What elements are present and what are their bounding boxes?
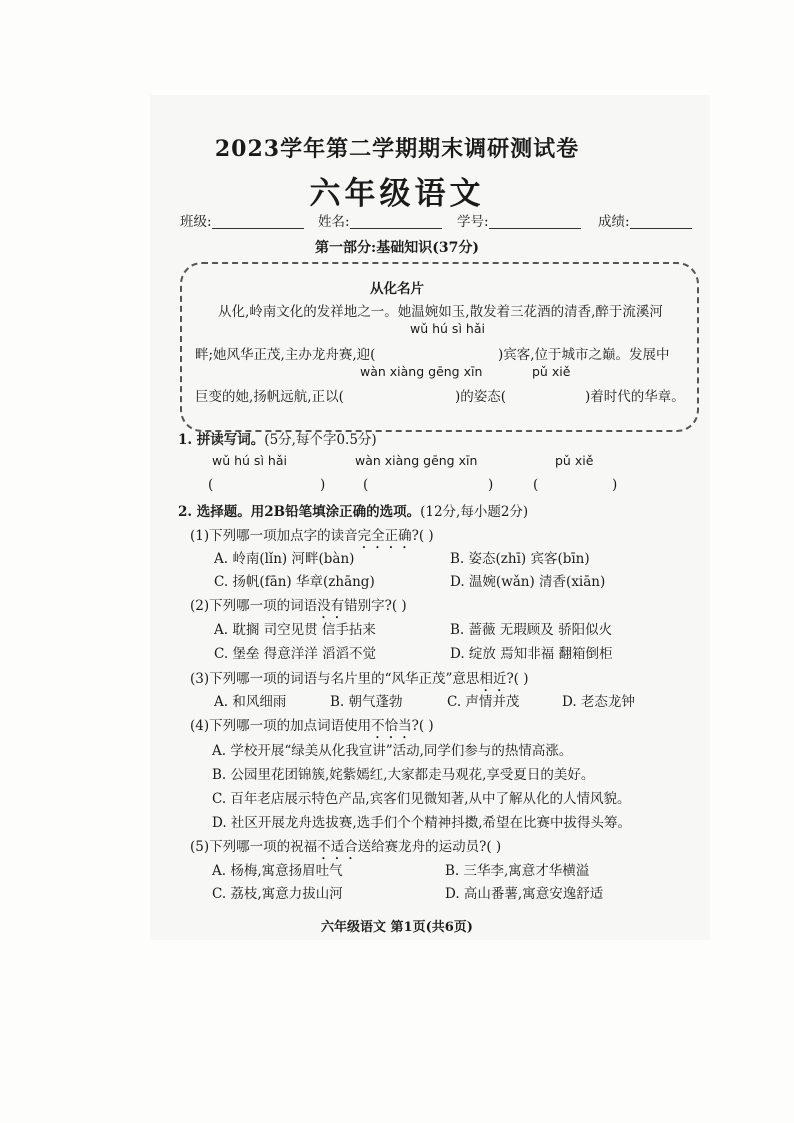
- card-line-3a: 巨变的她,扬帆远航,正以(: [195, 389, 344, 405]
- q2-3-option-d[interactable]: D. 老态龙钟: [562, 694, 635, 710]
- q2-5-option-b[interactable]: B. 三华李,寓意才华横溢: [445, 863, 590, 879]
- score-label: 成绩:: [598, 214, 630, 230]
- q2-3-stem-c: ?( ): [506, 671, 529, 687]
- q1-pinyin-3: pǔ xiě: [555, 453, 594, 468]
- q2-1-option-c[interactable]: C. 扬帆(fān) 华章(zhāng): [214, 574, 375, 590]
- q2-2-option-a[interactable]: A. 耽搁 司空见贯 信手拈来: [214, 622, 376, 638]
- q2-5-stem-c: 送给赛龙舟的运动员?( ): [357, 839, 502, 855]
- q2-2-option-c[interactable]: C. 堡垒 得意洋洋 滔滔不觉: [214, 646, 377, 662]
- card-pinyin-2b: pǔ xiě: [532, 364, 571, 379]
- q2-3-option-a[interactable]: A. 和风细雨: [214, 694, 287, 710]
- q2-1-stem-key: 完全正确: [357, 528, 412, 544]
- card-pinyin-2a: wàn xiàng gēng xīn: [360, 364, 483, 379]
- card-line-3c: )着时代的华章。: [585, 389, 685, 405]
- q1-paren-open-2[interactable]: (: [363, 477, 369, 493]
- q2-4-option-d[interactable]: D. 社区开展龙舟选拔赛,选手们个个精神抖擞,希望在比赛中拔得头筹。: [212, 815, 632, 831]
- q2-4-stem-key: 不恰当: [371, 718, 412, 734]
- q1-paren-close-1: ): [320, 477, 326, 493]
- exam-subject: 六年级语文: [309, 176, 485, 212]
- q2-score: (12分,每小题2分): [420, 504, 529, 520]
- card-line-1: 从化,岭南文化的发祥地之一。她温婉如玉,散发着三花酒的清香,醉于流溪河: [218, 304, 663, 320]
- q2-3-stem-a: (3)下列哪一项的词语与名片里的“风华正茂”意思: [190, 671, 480, 687]
- card-title: 从化名片: [370, 281, 424, 297]
- q2-2-option-d[interactable]: D. 绽放 焉知非福 翻箱倒柜: [450, 646, 613, 662]
- q2-2-stem-c: 错别字?( ): [344, 598, 407, 614]
- id-blank[interactable]: [489, 214, 581, 229]
- q2-3-stem-key: 相近: [479, 671, 507, 687]
- name-field: [318, 210, 442, 230]
- q2-3-option-c[interactable]: C. 声情并茂: [447, 694, 520, 710]
- card-line-2b: )宾客,位于城市之巅。发展中: [498, 347, 670, 363]
- q2-5-option-a[interactable]: A. 杨梅,寓意扬眉吐气: [212, 863, 343, 879]
- q2-5-stem-a: (5)下列哪一项的祝福: [190, 839, 318, 855]
- q2-1-stem-a: (1)下列哪一项加点字的读音: [190, 528, 358, 544]
- score-blank[interactable]: [630, 214, 692, 229]
- q2-1-option-d[interactable]: D. 温婉(wǎn) 清香(xiān): [450, 574, 606, 590]
- q2-4-option-a[interactable]: A. 学校开展“绿美从化我宣讲”活动,同学们参与的热情高涨。: [212, 743, 573, 759]
- q1-pinyin-1: wǔ hú sì hǎi: [212, 453, 287, 468]
- score-field: [598, 210, 692, 230]
- card-line-3b: )的姿态(: [455, 389, 507, 405]
- q2-2-stem-a: (2)下列哪一项的词语: [190, 598, 318, 614]
- q2-title: 2. 选择题。用2B铅笔填涂正确的选项。: [178, 504, 421, 520]
- q1-paren-open-1[interactable]: (: [208, 477, 214, 493]
- id-field: [457, 210, 581, 230]
- card-pinyin-1: wǔ hú sì hǎi: [410, 321, 485, 336]
- name-blank[interactable]: [350, 214, 442, 229]
- exam-title: 2023学年第二学期期末调研测试卷: [214, 136, 580, 162]
- q2-4-option-c[interactable]: C. 百年老店展示特色产品,宾客们见微知著,从中了解从化的人情风貌。: [212, 791, 631, 807]
- id-label: 学号:: [457, 214, 489, 230]
- q2-5-option-c[interactable]: C. 荔枝,寓意力拔山河: [212, 886, 343, 902]
- q2-4-option-b[interactable]: B. 公园里花团锦簇,姹紫嫣红,大家都走马观花,享受夏日的美好。: [212, 767, 595, 783]
- q2-1-stem-c: ?( ): [411, 528, 434, 544]
- q1-title: 1. 拼读写词。: [178, 432, 265, 448]
- q2-4-stem-a: (4)下列哪一项的加点词语使用: [190, 718, 372, 734]
- class-field: [180, 210, 304, 230]
- q2-3-option-b[interactable]: B. 朝气蓬勃: [330, 694, 403, 710]
- q1-paren-close-3: ): [612, 477, 618, 493]
- q1-paren-close-2: ): [488, 477, 494, 493]
- q2-2-stem-key: 没有: [317, 598, 345, 614]
- q2-5-option-d[interactable]: D. 高山番薯,寓意安逸舒适: [445, 886, 604, 902]
- class-blank[interactable]: [212, 214, 304, 229]
- q2-1-option-a[interactable]: A. 岭南(lǐn) 河畔(bàn): [214, 551, 355, 567]
- q1-paren-open-3[interactable]: (: [533, 477, 539, 493]
- page-footer: 六年级语文 第1页(共6页): [321, 920, 473, 935]
- q2-heading: [178, 500, 528, 520]
- q2-2-option-b[interactable]: B. 蔷薇 无瑕顾及 骄阳似火: [450, 622, 613, 638]
- q1-heading: [178, 428, 377, 448]
- card-line-2a: 畔;她风华正茂,主办龙舟赛,迎(: [195, 347, 376, 363]
- name-label: 姓名:: [318, 214, 350, 230]
- class-label: 班级:: [180, 214, 212, 230]
- q2-1-option-b[interactable]: B. 姿态(zhī) 宾客(bīn): [450, 551, 590, 567]
- q1-pinyin-2: wàn xiàng gēng xīn: [355, 453, 478, 468]
- q2-5-stem-key: 不适合: [317, 839, 358, 855]
- q1-score: (5分,每个字0.5分): [264, 432, 377, 448]
- section-heading: 第一部分:基础知识(37分): [315, 240, 479, 256]
- q2-4-stem-c: ?( ): [411, 718, 434, 734]
- q2-4-stem: [190, 714, 434, 742]
